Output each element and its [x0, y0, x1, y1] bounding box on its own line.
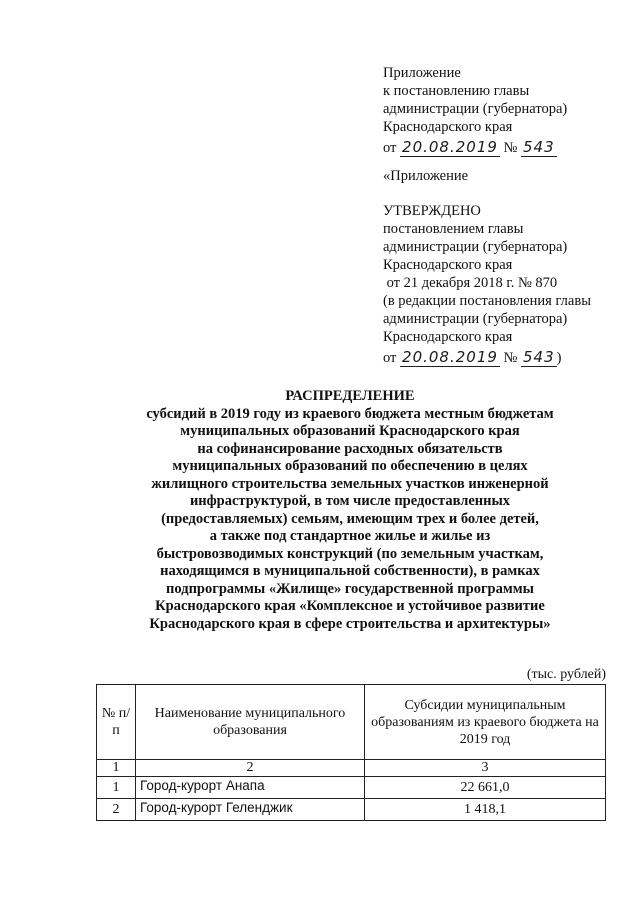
approved-line: (в редакции постановления главы	[383, 293, 591, 309]
number-sign: №	[503, 350, 518, 366]
date-prefix: от	[383, 350, 397, 366]
row-num: 2	[97, 799, 136, 821]
appendix-block	[383, 64, 567, 157]
index-cell: 1	[97, 760, 136, 777]
quote-line: «Приложение	[383, 168, 469, 184]
appendix-line: администрации (губернатора)	[383, 101, 568, 117]
title-line: жилищного строительства земельных участков инженерной	[151, 475, 549, 492]
title-line: подпрограммы «Жилище» государственной программы	[166, 580, 534, 597]
closing-paren: )	[556, 350, 562, 366]
title-heading: РАСПРЕДЕЛЕНИЕ	[285, 388, 415, 404]
document-title	[100, 388, 600, 633]
approved-block	[383, 167, 591, 367]
units-label: (тыс. рублей)	[526, 667, 606, 682]
index-cell: 2	[136, 760, 365, 777]
title-line: инфраструктурой, в том числе предоставленных	[189, 493, 511, 509]
handwritten-number: 543	[523, 138, 555, 156]
header-name: Наименование муниципального образования	[136, 685, 365, 760]
date-prefix: от	[383, 140, 397, 156]
approved-line: от 21 декабря 2018 г. № 870	[383, 275, 558, 291]
table-row	[97, 799, 606, 821]
appendix-line: к постановлению главы	[383, 83, 530, 99]
title-line: субсидий в 2019 году из краевого бюджета местным бюджетам	[146, 405, 554, 422]
title-line: на софинансирование расходных обязательств	[197, 440, 503, 457]
row-name: Город-курорт Геленджик	[136, 799, 365, 821]
handwritten-number: 543	[523, 348, 555, 366]
table-index-row	[97, 760, 606, 777]
title-line: (предоставляемых) семьям, имеющим трех и более детей,	[161, 510, 539, 527]
title-line: Краснодарского края в сфере строительства и архитектуры»	[149, 615, 551, 632]
handwritten-date: 20.08.2019	[402, 138, 498, 156]
title-line: муниципальных образований Краснодарского края	[180, 423, 520, 439]
approved-line: постановлением главы	[383, 221, 524, 237]
approved-line: Краснодарского края	[383, 329, 513, 345]
title-line: Краснодарского края «Комплексное и устойчивое развитие	[155, 598, 545, 614]
title-line: быстровозводимых конструкций (по земельным участкам,	[156, 545, 544, 562]
appendix-line: Приложение	[383, 65, 461, 81]
header-subsidy: Субсидии муниципальным образованиям из краевого бюджета на 2019 год	[365, 685, 606, 760]
subsidy-table	[96, 684, 606, 821]
table-row	[97, 777, 606, 799]
title-line: а также под стандартное жилье и жилье из	[209, 528, 491, 544]
row-num: 1	[97, 777, 136, 799]
number-sign: №	[503, 140, 518, 156]
row-name: Город-курорт Анапа	[136, 777, 365, 799]
approved-line: УТВЕРЖДЕНО	[383, 203, 481, 219]
handwritten-date: 20.08.2019	[402, 348, 498, 366]
appendix-date-line	[383, 138, 567, 157]
row-value: 22 661,0	[365, 777, 606, 799]
title-line: находящимся в муниципальной собственности), в рамках	[160, 563, 540, 579]
appendix-line: Краснодарского края	[383, 119, 513, 135]
row-value: 1 418,1	[365, 799, 606, 821]
title-line: муниципальных образований по обеспечению в целях	[172, 458, 528, 474]
index-cell: 3	[365, 760, 606, 777]
header-num: № п/п	[97, 685, 136, 760]
approved-date-line	[383, 348, 591, 367]
approved-line: администрации (губернатора)	[383, 311, 568, 327]
table-header-row	[97, 685, 606, 760]
approved-line: Краснодарского края	[383, 257, 513, 273]
approved-line: администрации (губернатора)	[383, 239, 568, 255]
